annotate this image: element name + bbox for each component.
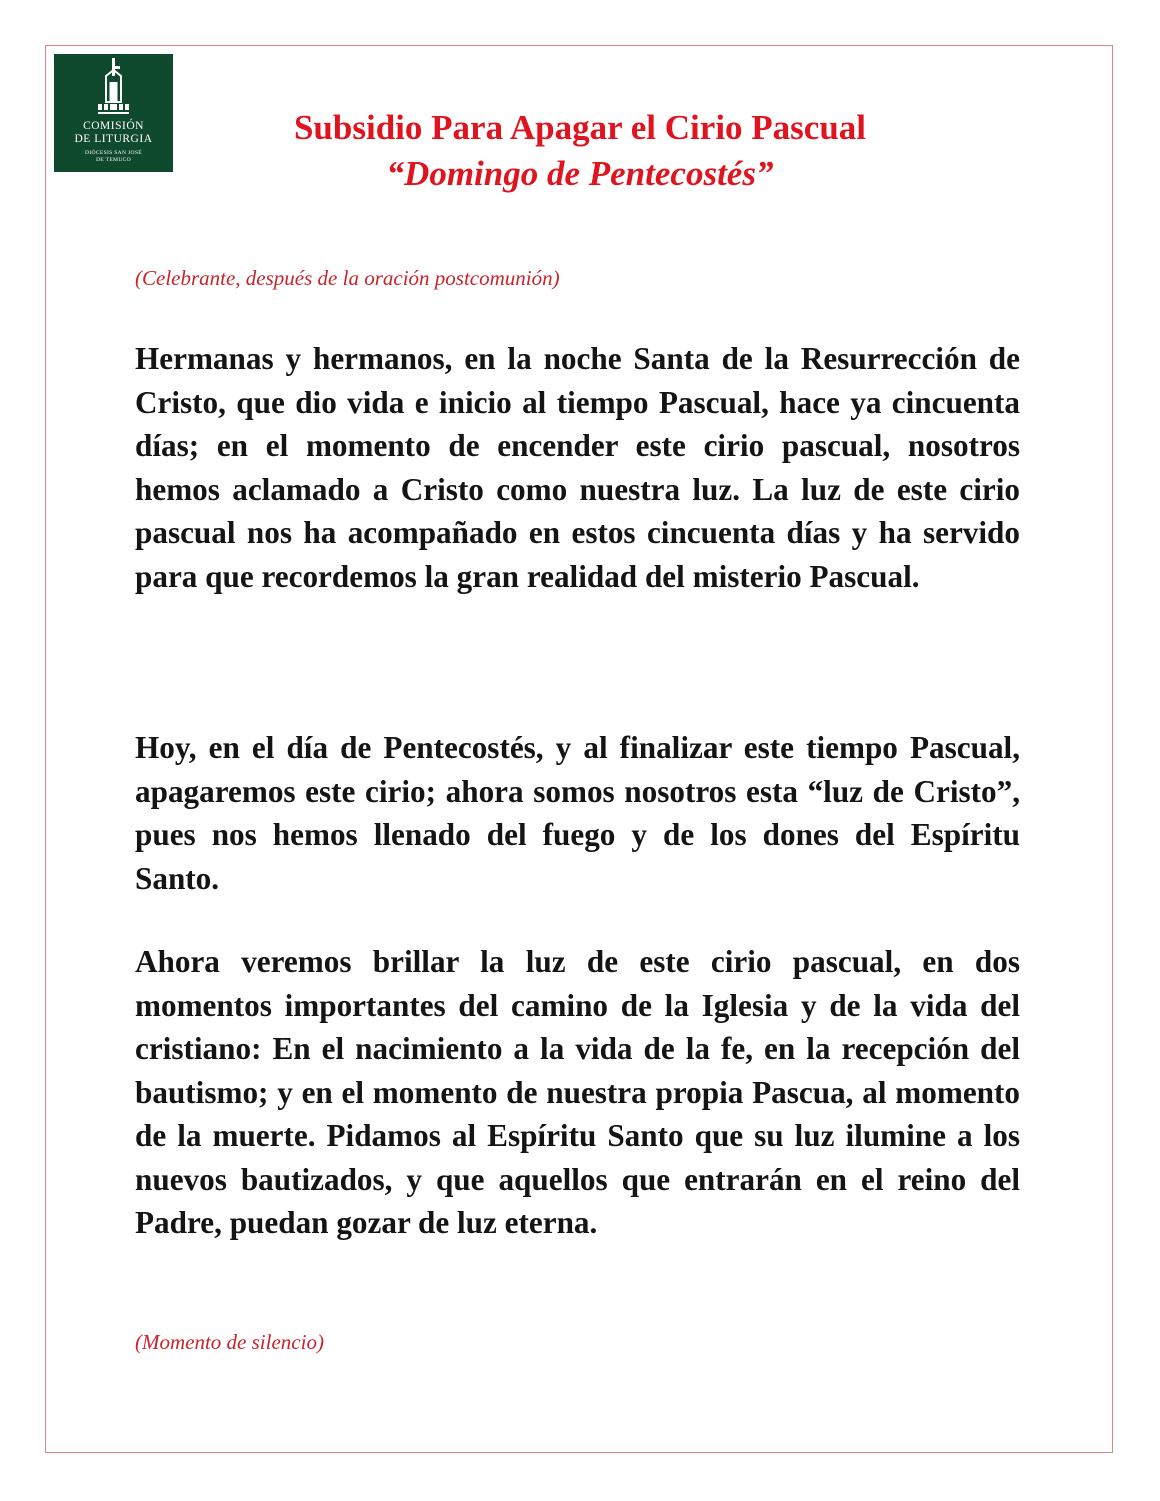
rubric-opening: (Celebrante, después de la oración postcomunión) (135, 266, 560, 290)
paragraph-3: Ahora veremos brillar la luz de este cirio pascual, en dos momentos importantes del camino de la Iglesia y de la vida del cristiano: En el nacimiento a la vida de la fe, en la recepción del bautismo; y en el momento de nuestra propia Pascua, al momento de la muerte. Pidamos al Espíritu Santo que su luz ilumine a los nuevos bautizados, y que aquellos que entrarán en el reino del Padre, puedan gozar de luz eterna. (135, 944, 1020, 1240)
document-title: Subsidio Para Apagar el Cirio Pascual (293, 108, 867, 147)
rubric-closing: (Momento de silencio) (135, 1330, 324, 1354)
logo-text-line-4: DE TEMUCO (95, 157, 132, 163)
logo-text-line-2: DE LITURGIA (74, 133, 153, 145)
paragraph-1: Hermanas y hermanos, en la noche Santa de la Resurrección de Cristo, que dio vida e inicio al tiempo Pascual, hace ya cincuenta días; en el momento de encender este cirio pascual, nosotros hemos aclamado a Cristo como nuestra luz. La luz de este cirio pascual nos ha acompañado en estos cincuenta días y ha servido para que recordemos la gran realidad del misterio Pascual. (135, 341, 1020, 594)
paragraph-2: Hoy, en el día de Pentecostés, y al finalizar este tiempo Pascual, apagaremos este cirio; ahora somos nosotros esta “luz de Cristo”, pues nos hemos llenado del fuego y de los dones del Espíritu Santo. (135, 730, 1020, 896)
logo-text-line-3: DIÓCESIS SAN JOSÉ (84, 150, 142, 156)
logo-text-line-1: COMISIÓN (83, 120, 144, 132)
document-subtitle: “Domingo de Pentecostés” (386, 154, 774, 193)
